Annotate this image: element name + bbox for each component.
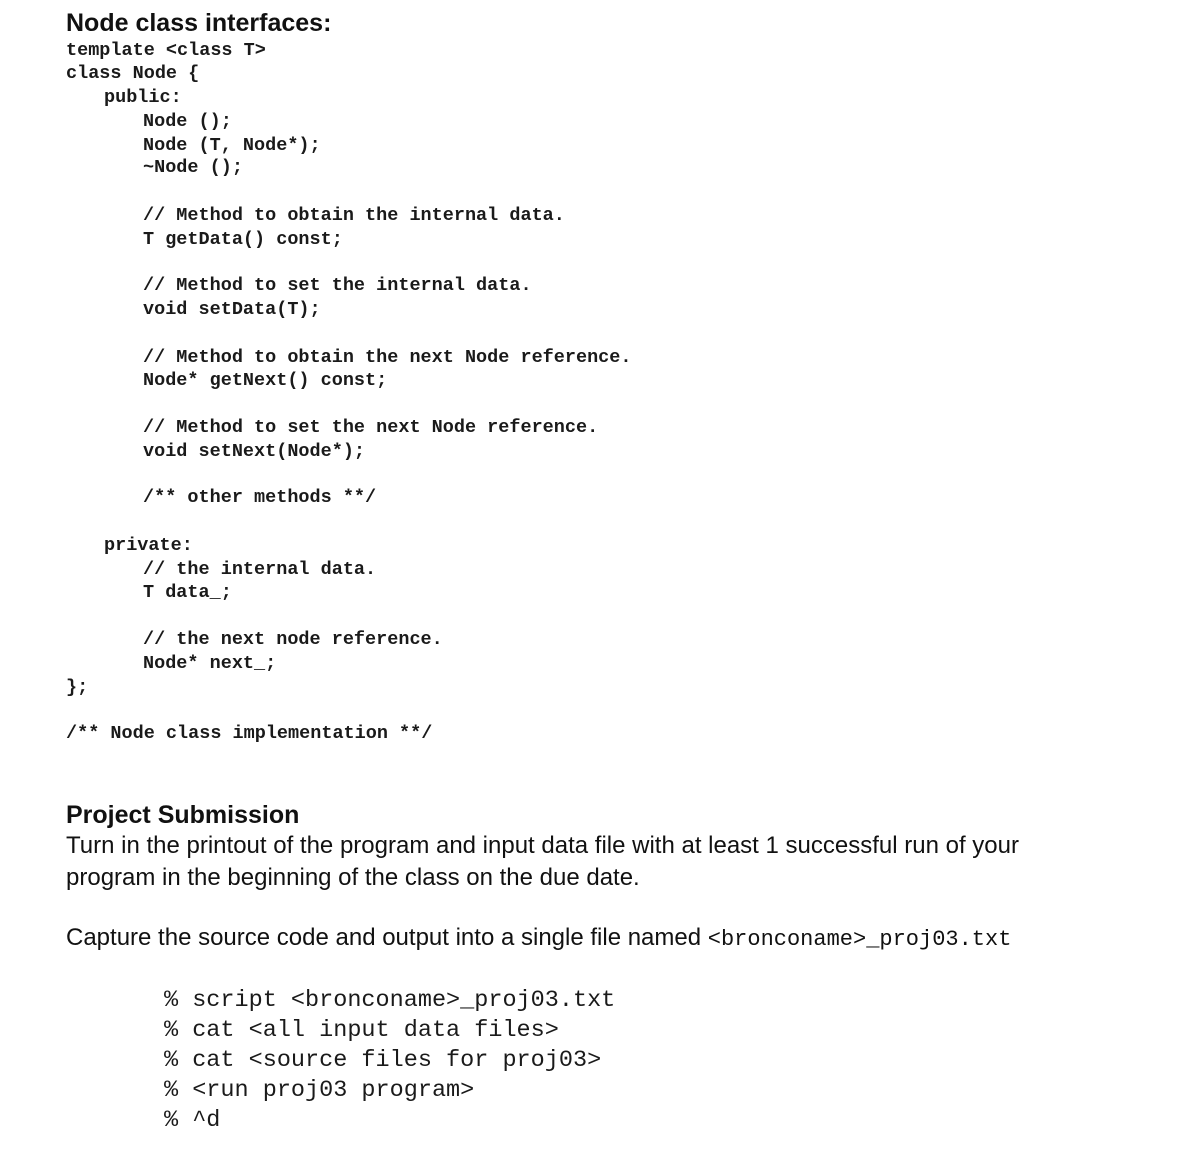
submission-paragraph-line: program in the beginning of the class on the due date. [66, 864, 640, 891]
code-line: Node* next_; [143, 653, 277, 674]
code-comment: /** other methods **/ [143, 487, 377, 508]
submission-paragraph-line: Turn in the printout of the program and input data file with at least 1 successful run of your [66, 832, 1019, 859]
shell-command: % <run proj03 program> [164, 1077, 475, 1104]
shell-command: % cat <all input data files> [164, 1017, 559, 1044]
code-line: }; [66, 677, 89, 698]
capture-instruction-text: Capture the source code and output into a single file named [66, 924, 708, 951]
code-line: template <class T> [66, 40, 266, 61]
code-line: T getData() const; [143, 229, 343, 250]
project-submission-heading: Project Submission [66, 801, 300, 829]
code-comment: // Method to obtain the next Node reference. [143, 347, 632, 368]
code-line: Node* getNext() const; [143, 370, 388, 391]
code-line: class Node { [66, 63, 200, 84]
shell-command: % ^d [164, 1107, 221, 1134]
code-line: private: [104, 535, 193, 556]
code-line: Node (); [143, 111, 232, 132]
code-line: public: [104, 87, 182, 108]
code-line: void setData(T); [143, 299, 321, 320]
code-comment: // Method to set the internal data. [143, 275, 532, 296]
capture-instruction [66, 922, 1011, 956]
capture-filename: <bronconame>_proj03.txt [707, 927, 1012, 952]
code-comment: // the next node reference. [143, 629, 443, 650]
code-line: ~Node (); [143, 157, 243, 178]
code-line: T data_; [143, 582, 232, 603]
shell-command: % script <bronconame>_proj03.txt [164, 987, 616, 1014]
code-comment: /** Node class implementation **/ [66, 723, 433, 744]
shell-command: % cat <source files for proj03> [164, 1047, 602, 1074]
code-comment: // Method to set the next Node reference. [143, 417, 599, 438]
code-comment: // Method to obtain the internal data. [143, 205, 565, 226]
code-line: Node (T, Node*); [143, 135, 321, 156]
node-class-heading: Node class interfaces: [66, 9, 332, 37]
code-line: void setNext(Node*); [143, 441, 366, 462]
code-comment: // the internal data. [143, 559, 377, 580]
